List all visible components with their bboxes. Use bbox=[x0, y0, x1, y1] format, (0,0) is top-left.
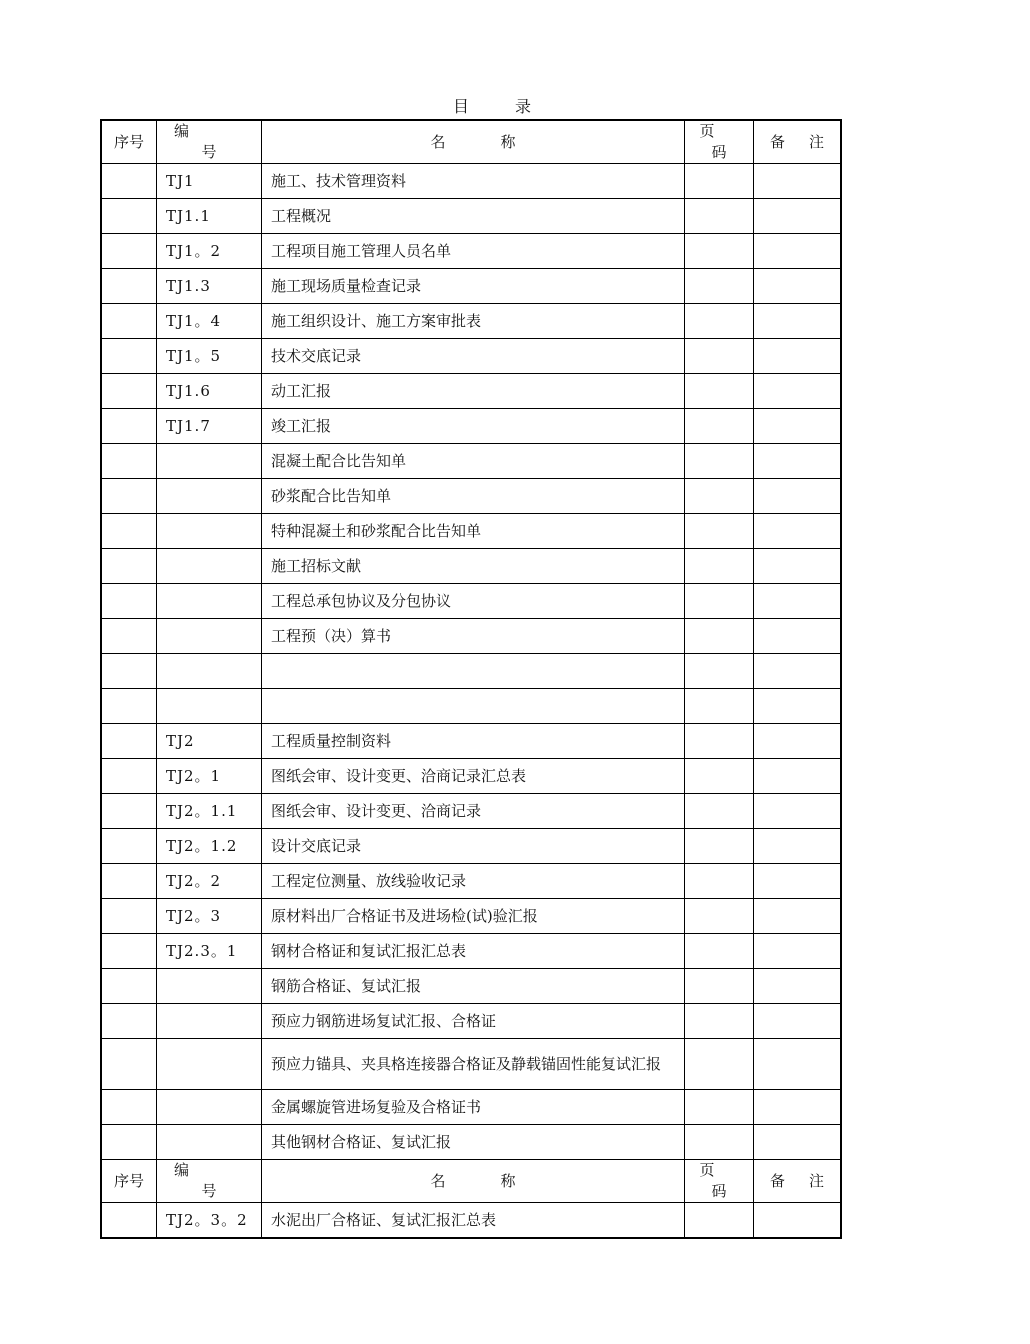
seq-cell bbox=[101, 479, 157, 514]
toc-table bbox=[100, 119, 848, 1239]
name-cell: 设计交底记录 bbox=[262, 829, 685, 864]
code-cell bbox=[157, 549, 262, 584]
header-code: 编号 bbox=[157, 1160, 262, 1203]
code-cell: TJ2。3 bbox=[157, 899, 262, 934]
page-cell bbox=[685, 899, 754, 934]
code-cell: TJ2。1 bbox=[157, 759, 262, 794]
note-cell bbox=[754, 724, 842, 759]
header-page: 页码 bbox=[685, 1160, 754, 1203]
page-cell bbox=[685, 829, 754, 864]
page-cell bbox=[685, 339, 754, 374]
code-cell: TJ2。3。2 bbox=[157, 1203, 262, 1239]
page-cell bbox=[685, 724, 754, 759]
note-cell bbox=[754, 164, 842, 199]
table-row bbox=[101, 1039, 841, 1090]
seq-cell bbox=[101, 969, 157, 1004]
seq-cell bbox=[101, 759, 157, 794]
code-cell bbox=[157, 1039, 262, 1090]
code-cell: TJ1。5 bbox=[157, 339, 262, 374]
name-cell: 金属螺旋管进场复验及合格证书 bbox=[262, 1090, 685, 1125]
page-cell bbox=[685, 794, 754, 829]
name-cell: 施工现场质量检查记录 bbox=[262, 269, 685, 304]
page-cell bbox=[685, 409, 754, 444]
code-cell: TJ1.3 bbox=[157, 269, 262, 304]
seq-cell bbox=[101, 689, 157, 724]
seq-cell bbox=[101, 409, 157, 444]
seq-cell bbox=[101, 794, 157, 829]
seq-cell bbox=[101, 724, 157, 759]
note-cell bbox=[754, 619, 842, 654]
name-cell: 图纸会审、设计变更、洽商记录 bbox=[262, 794, 685, 829]
table-row bbox=[101, 934, 841, 969]
table-row bbox=[101, 584, 841, 619]
header-seq: 序号 bbox=[101, 120, 157, 164]
name-cell bbox=[262, 689, 685, 724]
table-row bbox=[101, 339, 841, 374]
table-row bbox=[101, 1125, 841, 1160]
seq-cell bbox=[101, 1203, 157, 1239]
table-row bbox=[101, 794, 841, 829]
table-row bbox=[101, 549, 841, 584]
note-cell bbox=[754, 934, 842, 969]
note-cell bbox=[754, 514, 842, 549]
name-cell: 砂浆配合比告知单 bbox=[262, 479, 685, 514]
name-cell: 施工、技术管理资料 bbox=[262, 164, 685, 199]
code-cell: TJ2。2 bbox=[157, 864, 262, 899]
name-cell: 混凝土配合比告知单 bbox=[262, 444, 685, 479]
note-cell bbox=[754, 794, 842, 829]
table-row bbox=[101, 374, 841, 409]
seq-cell bbox=[101, 584, 157, 619]
table-row bbox=[101, 899, 841, 934]
name-cell: 预应力钢筋进场复试汇报、合格证 bbox=[262, 1004, 685, 1039]
name-cell: 特种混凝土和砂浆配合比告知单 bbox=[262, 514, 685, 549]
seq-cell bbox=[101, 444, 157, 479]
note-cell bbox=[754, 1039, 842, 1090]
header-page: 页码 bbox=[685, 120, 754, 164]
seq-cell bbox=[101, 654, 157, 689]
table-row bbox=[101, 829, 841, 864]
header-note: 备注 bbox=[754, 1160, 842, 1203]
table-row bbox=[101, 1004, 841, 1039]
page-cell bbox=[685, 304, 754, 339]
page-cell bbox=[685, 1090, 754, 1125]
code-cell bbox=[157, 1125, 262, 1160]
page-cell bbox=[685, 199, 754, 234]
page-cell bbox=[685, 234, 754, 269]
note-cell bbox=[754, 864, 842, 899]
code-cell bbox=[157, 1090, 262, 1125]
code-cell: TJ1 bbox=[157, 164, 262, 199]
table-row bbox=[101, 444, 841, 479]
seq-cell bbox=[101, 934, 157, 969]
page-cell bbox=[685, 934, 754, 969]
note-cell bbox=[754, 444, 842, 479]
note-cell bbox=[754, 899, 842, 934]
page-cell bbox=[685, 969, 754, 1004]
note-cell bbox=[754, 199, 842, 234]
name-cell: 工程总承包协议及分包协议 bbox=[262, 584, 685, 619]
page-cell bbox=[685, 374, 754, 409]
table-row bbox=[101, 1090, 841, 1125]
seq-cell bbox=[101, 1090, 157, 1125]
table-row bbox=[101, 654, 841, 689]
seq-cell bbox=[101, 899, 157, 934]
page-cell bbox=[685, 549, 754, 584]
note-cell bbox=[754, 654, 842, 689]
seq-cell bbox=[101, 374, 157, 409]
page-cell bbox=[685, 864, 754, 899]
note-cell bbox=[754, 1203, 842, 1239]
table-row bbox=[101, 864, 841, 899]
code-cell: TJ2.3。1 bbox=[157, 934, 262, 969]
header-name: 名称 bbox=[262, 1160, 685, 1203]
name-cell: 图纸会审、设计变更、洽商记录汇总表 bbox=[262, 759, 685, 794]
note-cell bbox=[754, 339, 842, 374]
code-cell bbox=[157, 619, 262, 654]
seq-cell bbox=[101, 864, 157, 899]
note-cell bbox=[754, 689, 842, 724]
note-cell bbox=[754, 304, 842, 339]
page-cell bbox=[685, 759, 754, 794]
code-cell bbox=[157, 444, 262, 479]
code-cell: TJ1.6 bbox=[157, 374, 262, 409]
seq-cell bbox=[101, 304, 157, 339]
code-cell bbox=[157, 584, 262, 619]
page-cell bbox=[685, 164, 754, 199]
header-row-repeat bbox=[101, 1160, 841, 1203]
table-row bbox=[101, 689, 841, 724]
page-cell bbox=[685, 689, 754, 724]
page-cell bbox=[685, 584, 754, 619]
seq-cell bbox=[101, 339, 157, 374]
note-cell bbox=[754, 409, 842, 444]
seq-cell bbox=[101, 234, 157, 269]
table-row bbox=[101, 479, 841, 514]
seq-cell bbox=[101, 1004, 157, 1039]
code-cell: TJ1.7 bbox=[157, 409, 262, 444]
seq-cell bbox=[101, 269, 157, 304]
header-code: 编号 bbox=[157, 120, 262, 164]
note-cell bbox=[754, 829, 842, 864]
page-cell bbox=[685, 479, 754, 514]
name-cell: 工程预（决）算书 bbox=[262, 619, 685, 654]
page-title: 目录 bbox=[452, 97, 577, 116]
name-cell: 工程项目施工管理人员名单 bbox=[262, 234, 685, 269]
table-row bbox=[101, 409, 841, 444]
table-row bbox=[101, 724, 841, 759]
name-cell: 钢材合格证和复试汇报汇总表 bbox=[262, 934, 685, 969]
name-cell: 预应力锚具、夹具格连接器合格证及静载锚固性能复试汇报 bbox=[262, 1039, 685, 1090]
page-cell bbox=[685, 1125, 754, 1160]
name-cell: 技术交底记录 bbox=[262, 339, 685, 374]
page-cell bbox=[685, 1004, 754, 1039]
note-cell bbox=[754, 969, 842, 1004]
table-row bbox=[101, 619, 841, 654]
code-cell: TJ1.1 bbox=[157, 199, 262, 234]
code-cell bbox=[157, 514, 262, 549]
code-cell bbox=[157, 689, 262, 724]
code-cell: TJ1。4 bbox=[157, 304, 262, 339]
note-cell bbox=[754, 759, 842, 794]
code-cell bbox=[157, 1004, 262, 1039]
code-cell: TJ1。2 bbox=[157, 234, 262, 269]
header-note: 备注 bbox=[754, 120, 842, 164]
name-cell: 工程质量控制资料 bbox=[262, 724, 685, 759]
header-name: 名称 bbox=[262, 120, 685, 164]
table-row bbox=[101, 199, 841, 234]
name-cell: 竣工汇报 bbox=[262, 409, 685, 444]
table-row bbox=[101, 304, 841, 339]
header-seq: 序号 bbox=[101, 1160, 157, 1203]
code-cell bbox=[157, 479, 262, 514]
seq-cell bbox=[101, 1039, 157, 1090]
code-cell bbox=[157, 654, 262, 689]
note-cell bbox=[754, 549, 842, 584]
name-cell bbox=[262, 654, 685, 689]
name-cell: 工程定位测量、放线验收记录 bbox=[262, 864, 685, 899]
page-cell bbox=[685, 514, 754, 549]
note-cell bbox=[754, 1004, 842, 1039]
note-cell bbox=[754, 1125, 842, 1160]
page-cell bbox=[685, 444, 754, 479]
table-row bbox=[101, 164, 841, 199]
name-cell: 施工组织设计、施工方案审批表 bbox=[262, 304, 685, 339]
seq-cell bbox=[101, 199, 157, 234]
name-cell: 水泥出厂合格证、复试汇报汇总表 bbox=[262, 1203, 685, 1239]
table-row bbox=[101, 759, 841, 794]
table-row bbox=[101, 234, 841, 269]
code-cell: TJ2。1.1 bbox=[157, 794, 262, 829]
table-row bbox=[101, 969, 841, 1004]
page-cell bbox=[685, 654, 754, 689]
seq-cell bbox=[101, 829, 157, 864]
toc-body bbox=[101, 120, 848, 1238]
page-cell bbox=[685, 1039, 754, 1090]
note-cell bbox=[754, 1090, 842, 1125]
table-row bbox=[101, 269, 841, 304]
note-cell bbox=[754, 234, 842, 269]
header-row bbox=[101, 120, 841, 164]
page-cell bbox=[685, 1203, 754, 1239]
note-cell bbox=[754, 269, 842, 304]
seq-cell bbox=[101, 549, 157, 584]
table-row bbox=[101, 1203, 841, 1239]
name-cell: 施工招标文献 bbox=[262, 549, 685, 584]
note-cell bbox=[754, 584, 842, 619]
code-cell: TJ2。1.2 bbox=[157, 829, 262, 864]
name-cell: 其他钢材合格证、复试汇报 bbox=[262, 1125, 685, 1160]
name-cell: 钢筋合格证、复试汇报 bbox=[262, 969, 685, 1004]
note-cell bbox=[754, 479, 842, 514]
seq-cell bbox=[101, 164, 157, 199]
note-cell bbox=[754, 374, 842, 409]
seq-cell bbox=[101, 1125, 157, 1160]
name-cell: 工程概况 bbox=[262, 199, 685, 234]
page-cell bbox=[685, 269, 754, 304]
seq-cell bbox=[101, 514, 157, 549]
table-row bbox=[101, 514, 841, 549]
code-cell: TJ2 bbox=[157, 724, 262, 759]
page-cell bbox=[685, 619, 754, 654]
code-cell bbox=[157, 969, 262, 1004]
name-cell: 原材料出厂合格证书及进场检(试)验汇报 bbox=[262, 899, 685, 934]
seq-cell bbox=[101, 619, 157, 654]
name-cell: 动工汇报 bbox=[262, 374, 685, 409]
